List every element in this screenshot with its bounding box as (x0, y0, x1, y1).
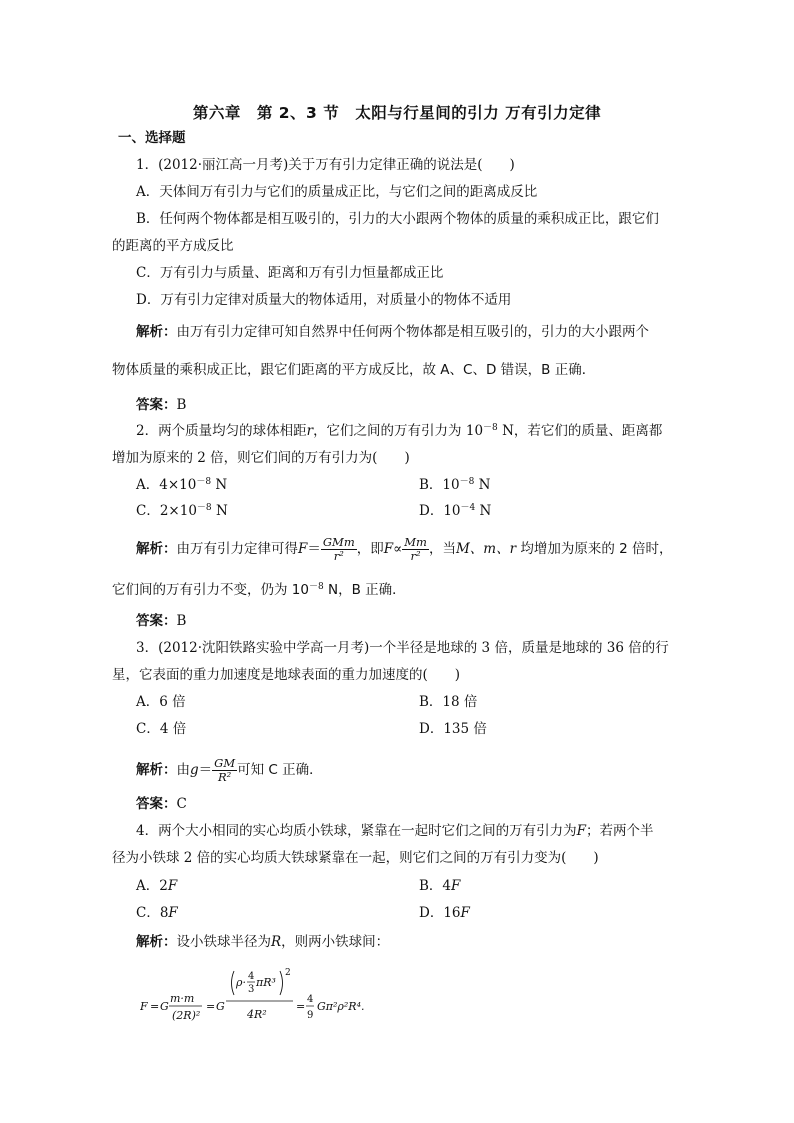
formula-num: m·m (170, 992, 195, 1005)
formula-rho: ρ· (236, 976, 246, 989)
q4-stem: 4．两个大小相同的实心均质小铁球，紧靠在一起时它们之间的万有引力为F；若两个半 (136, 823, 654, 839)
answer-value: B (176, 613, 187, 629)
formula-three: 3 (248, 984, 255, 995)
q4-analysis: 解析：设小铁球半径为R，则两小铁球间： (136, 934, 390, 950)
formula-square: 2 (285, 968, 291, 978)
q4-option-c: C．8F (136, 905, 178, 921)
q1-analysis: 解析：由万有引力定律可知自然界中任何两个物体都是相互吸引的，引力的大小跟两个 (136, 324, 649, 340)
q1-answer (136, 395, 186, 415)
q3-option-b: B．18 倍 (419, 694, 478, 710)
analysis-label: 解析： (136, 762, 177, 778)
fraction-gmm-r2: $\frac{\text{GMm}}{\text{r²}}$ (322, 535, 355, 563)
analysis-label: 解析： (136, 934, 177, 950)
answer-label: 答案： (136, 796, 177, 812)
formula-G: G (160, 1000, 169, 1013)
q4-option-d: D．16F (419, 905, 470, 921)
formula-eq: = (150, 1000, 160, 1013)
q2-answer (136, 611, 186, 631)
formula-eq: = (296, 1000, 306, 1013)
q3-stem-cont: 星，它表面的重力加速度是地球表面的重力加速度的( ) (112, 667, 461, 683)
formula-den: 4R² (247, 1008, 267, 1021)
answer-value: B (176, 397, 187, 413)
answer-label: 答案： (136, 613, 177, 629)
formula-four: 4 (248, 971, 255, 982)
formula-eq: = (206, 1000, 216, 1013)
fraction-gm-r2: $\frac{GM}{\text{R²}}$ (214, 756, 236, 784)
q3-option-d: D．135 倍 (419, 721, 487, 737)
q3-answer (136, 794, 187, 814)
q1-option-c: C．万有引力与质量、距离和万有引力恒量都成正比 (136, 265, 444, 281)
answer-value: C (176, 796, 187, 812)
q1-option-d: D．万有引力定律对质量大的物体适用，对质量小的物体不适用 (136, 292, 512, 308)
q1-option-b-cont: 的距离的平方成反比 (112, 238, 234, 254)
q3-option-a: A．6 倍 (136, 694, 186, 710)
q2-analysis: 解析：由万有引力定律可得F＝ $\frac{\text{GMm}}{\text{r²}}$ ，即F∝ $\frac{Mm}{\text{r²}}$ ，当M、m、r 均增加为原来的 2 倍时， (136, 535, 673, 563)
analysis-label: 解析： (136, 541, 177, 557)
analysis-label: 解析： (136, 324, 177, 340)
q4-option-b: B．4F (419, 878, 461, 894)
q3-analysis: 解析：由g＝ $\frac{GM}{\text{R²}}$ 可知 C 正确． (136, 756, 323, 784)
fraction-mm-r2: $\frac{Mm}{\text{r²}}$ (404, 535, 427, 563)
q2-option-b: B．$10^{-8}$ N (419, 477, 491, 493)
q2-option-a: A．$4\times 10^{-8}$ N (136, 477, 228, 493)
q1-stem: 1．(2012·丽江高一月考)关于万有引力定律正确的说法是( ) (136, 157, 515, 173)
formula-G: G (216, 1000, 225, 1013)
formula-piR3: πR³ (256, 976, 276, 989)
q2-stem-cont: 增加为原来的 2 倍，则它们间的万有引力为( ) (112, 450, 410, 466)
q3-stem: 3．(2012·沈阳铁路实验中学高一月考)一个半径是地球的 3 倍，质量是地球的 36 倍的行 (136, 640, 669, 656)
q4-option-a: A．2F (136, 878, 178, 894)
q2-stem: 2．两个质量均匀的球体相距r，它们之间的万有引力为 $10^{-8}$ N，若它们的质量、距离都 (136, 423, 663, 439)
answer-label: 答案： (136, 397, 177, 413)
q4-stem-cont: 径为小铁球 2 倍的实心均质大铁球紧靠在一起，则它们之间的万有引力变为( ) (112, 850, 599, 866)
page-title: 第六章 第 2、3 节 太阳与行星间的引力 万有引力定律 (192, 104, 602, 122)
q1-analysis-cont: 物体质量的乘积成正比，跟它们距离的平方成反比，故 A、C、D 错误，B 正确． (112, 362, 596, 378)
q2-option-d: D．$10^{-4}$ N (419, 503, 492, 519)
formula-four: 4 (307, 994, 314, 1005)
gravitation-formula (140, 963, 400, 1033)
formula-F: F (140, 1000, 148, 1013)
q1-option-a: A．天体间万有引力与它们的质量成正比，与它们之间的距离成反比 (136, 184, 538, 200)
q3-option-c: C．4 倍 (136, 721, 187, 737)
formula-tail: Gπ²ρ²R⁴. (317, 1000, 365, 1013)
q1-option-b: B．任何两个物体都是相互吸引的，引力的大小跟两个物体的质量的乘积成正比，跟它们 (136, 211, 659, 227)
q2-option-c: C．$2\times 10^{-8}$ N (136, 503, 228, 519)
formula-den: (2R)² (172, 1009, 201, 1022)
section-heading: 一、选择题 (118, 130, 186, 146)
q2-analysis-cont: 它们间的万有引力不变，仍为 $10^{-8}$ N，B 正确． (112, 582, 406, 598)
formula-nine: 9 (307, 1010, 314, 1021)
